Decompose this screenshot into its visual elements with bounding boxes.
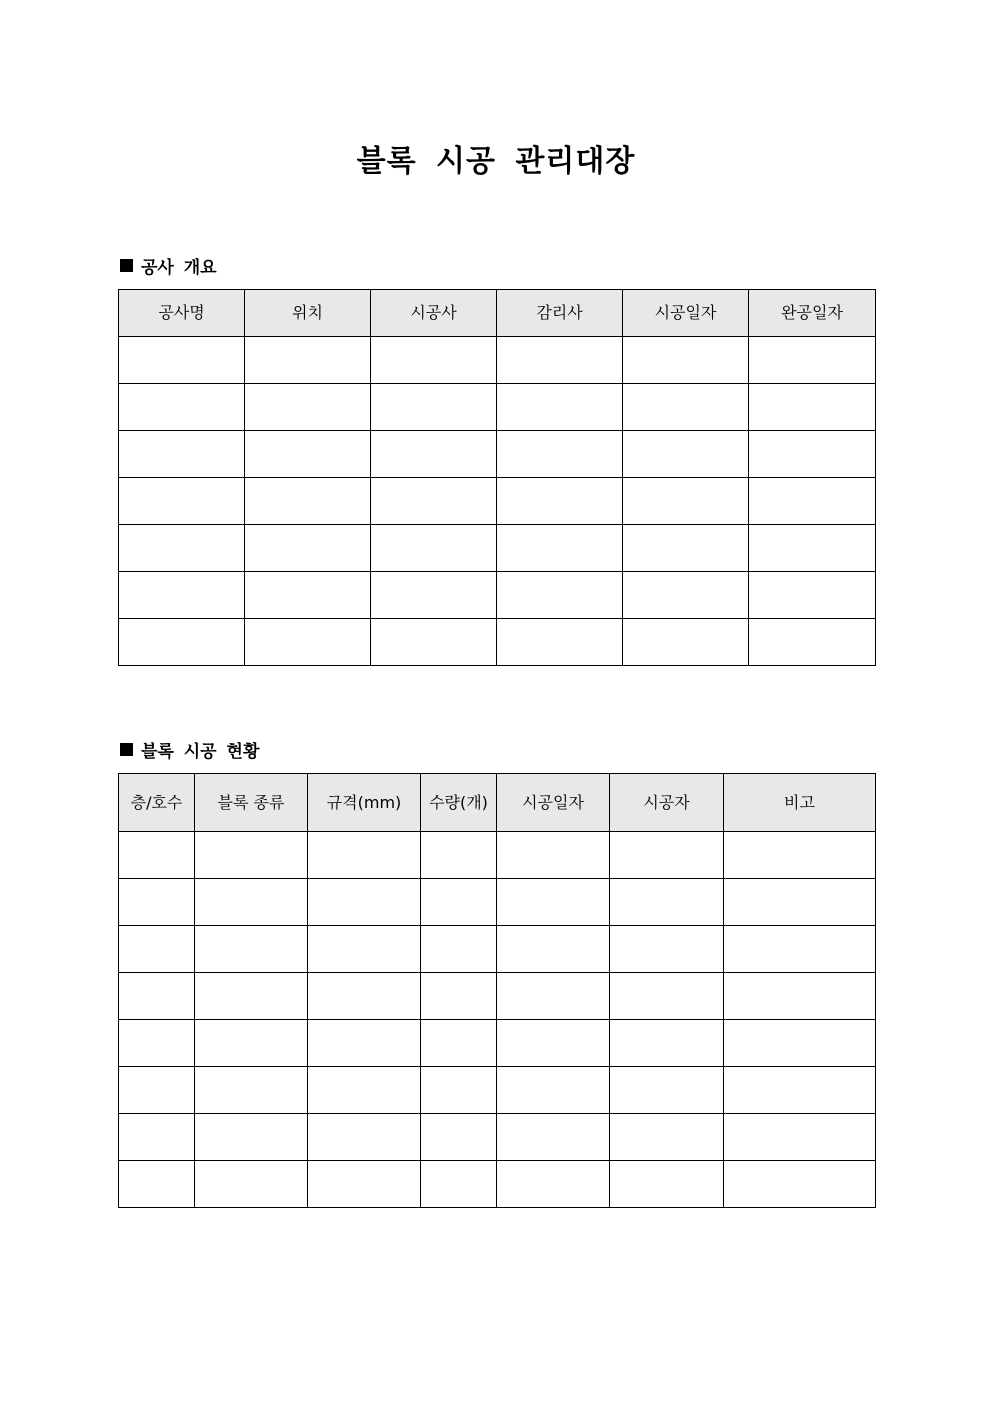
table-header-row bbox=[119, 290, 876, 337]
table-cell[interactable] bbox=[497, 1161, 610, 1208]
table-cell[interactable] bbox=[421, 1114, 497, 1161]
column-header-completion-date: 완공일자 bbox=[749, 290, 876, 337]
table-cell[interactable] bbox=[308, 926, 421, 973]
table-cell[interactable] bbox=[371, 525, 497, 572]
table-cell[interactable] bbox=[245, 384, 371, 431]
table-cell[interactable] bbox=[623, 337, 749, 384]
section-heading-status bbox=[120, 737, 259, 762]
table-cell[interactable] bbox=[497, 431, 623, 478]
table-row bbox=[119, 973, 876, 1020]
table-cell[interactable] bbox=[497, 337, 623, 384]
table-cell[interactable] bbox=[195, 1114, 308, 1161]
table-cell[interactable] bbox=[119, 1161, 195, 1208]
table-cell[interactable] bbox=[623, 478, 749, 525]
table-cell[interactable] bbox=[610, 879, 724, 926]
column-header-project-name: 공사명 bbox=[119, 290, 245, 337]
table-cell[interactable] bbox=[119, 478, 245, 525]
table-cell[interactable] bbox=[724, 1114, 876, 1161]
status-table bbox=[118, 773, 876, 1208]
table-cell[interactable] bbox=[610, 1020, 724, 1067]
table-cell[interactable] bbox=[119, 973, 195, 1020]
table-row bbox=[119, 879, 876, 926]
column-header-spec: 규격(mm) bbox=[308, 774, 421, 832]
table-cell[interactable] bbox=[308, 1020, 421, 1067]
table-cell[interactable] bbox=[421, 879, 497, 926]
table-cell[interactable] bbox=[371, 572, 497, 619]
table-row bbox=[119, 478, 876, 525]
table-cell[interactable] bbox=[119, 879, 195, 926]
table-cell[interactable] bbox=[195, 1067, 308, 1114]
table-cell[interactable] bbox=[724, 926, 876, 973]
table-cell[interactable] bbox=[245, 572, 371, 619]
table-cell[interactable] bbox=[195, 926, 308, 973]
column-header-builder: 시공자 bbox=[610, 774, 724, 832]
column-header-supervisor: 감리사 bbox=[497, 290, 623, 337]
table-cell[interactable] bbox=[195, 832, 308, 879]
table-cell[interactable] bbox=[119, 431, 245, 478]
table-cell[interactable] bbox=[623, 572, 749, 619]
table-cell[interactable] bbox=[195, 879, 308, 926]
table-row bbox=[119, 1114, 876, 1161]
table-cell[interactable] bbox=[497, 525, 623, 572]
table-cell[interactable] bbox=[119, 619, 245, 666]
table-cell[interactable] bbox=[610, 926, 724, 973]
table-cell[interactable] bbox=[724, 1020, 876, 1067]
table-cell[interactable] bbox=[119, 926, 195, 973]
table-cell[interactable] bbox=[749, 525, 876, 572]
table-cell[interactable] bbox=[371, 431, 497, 478]
table-cell[interactable] bbox=[119, 1067, 195, 1114]
table-cell[interactable] bbox=[119, 384, 245, 431]
table-cell[interactable] bbox=[245, 525, 371, 572]
table-cell[interactable] bbox=[245, 337, 371, 384]
table-cell[interactable] bbox=[623, 431, 749, 478]
table-cell[interactable] bbox=[245, 478, 371, 525]
table-cell[interactable] bbox=[421, 1161, 497, 1208]
table-cell[interactable] bbox=[245, 619, 371, 666]
table-cell[interactable] bbox=[610, 832, 724, 879]
section-heading-label: 공사 개요 bbox=[141, 258, 217, 278]
table-cell[interactable] bbox=[497, 478, 623, 525]
table-row bbox=[119, 1067, 876, 1114]
column-header-remarks: 비고 bbox=[724, 774, 876, 832]
table-row bbox=[119, 1020, 876, 1067]
section-heading-overview bbox=[120, 253, 217, 278]
table-cell[interactable] bbox=[119, 337, 245, 384]
table-cell[interactable] bbox=[119, 572, 245, 619]
table-cell[interactable] bbox=[119, 832, 195, 879]
table-cell[interactable] bbox=[119, 525, 245, 572]
table-cell[interactable] bbox=[119, 1114, 195, 1161]
table-cell[interactable] bbox=[497, 1020, 610, 1067]
table-cell[interactable] bbox=[245, 431, 371, 478]
table-cell[interactable] bbox=[421, 832, 497, 879]
column-header-construction-date: 시공일자 bbox=[497, 774, 610, 832]
table-cell[interactable] bbox=[308, 973, 421, 1020]
table-row bbox=[119, 1161, 876, 1208]
table-cell[interactable] bbox=[497, 1067, 610, 1114]
table-cell[interactable] bbox=[497, 572, 623, 619]
table-cell[interactable] bbox=[371, 619, 497, 666]
table-cell[interactable] bbox=[421, 1067, 497, 1114]
table-cell[interactable] bbox=[724, 973, 876, 1020]
table-cell[interactable] bbox=[749, 478, 876, 525]
overview-table bbox=[118, 289, 876, 666]
table-cell[interactable] bbox=[308, 1067, 421, 1114]
table-cell[interactable] bbox=[371, 384, 497, 431]
table-cell[interactable] bbox=[724, 832, 876, 879]
table-cell[interactable] bbox=[497, 384, 623, 431]
table-cell[interactable] bbox=[497, 926, 610, 973]
table-cell[interactable] bbox=[724, 879, 876, 926]
table-row bbox=[119, 832, 876, 879]
column-header-quantity: 수량(개) bbox=[421, 774, 497, 832]
table-cell[interactable] bbox=[421, 973, 497, 1020]
table-cell[interactable] bbox=[371, 337, 497, 384]
table-row bbox=[119, 926, 876, 973]
table-row bbox=[119, 337, 876, 384]
column-header-floor-unit: 층/호수 bbox=[119, 774, 195, 832]
column-header-location: 위치 bbox=[245, 290, 371, 337]
table-cell[interactable] bbox=[195, 1020, 308, 1067]
table-cell[interactable] bbox=[610, 1114, 724, 1161]
table-cell[interactable] bbox=[749, 337, 876, 384]
table-cell[interactable] bbox=[610, 1067, 724, 1114]
table-cell[interactable] bbox=[749, 572, 876, 619]
table-cell[interactable] bbox=[308, 879, 421, 926]
table-cell[interactable] bbox=[749, 384, 876, 431]
table-cell[interactable] bbox=[421, 1020, 497, 1067]
table-cell[interactable] bbox=[421, 926, 497, 973]
table-cell[interactable] bbox=[195, 973, 308, 1020]
table-cell[interactable] bbox=[371, 478, 497, 525]
column-header-start-date: 시공일자 bbox=[623, 290, 749, 337]
table-header-row bbox=[119, 774, 876, 832]
table-cell[interactable] bbox=[724, 1161, 876, 1208]
table-row bbox=[119, 431, 876, 478]
table-row bbox=[119, 384, 876, 431]
table-cell[interactable] bbox=[610, 973, 724, 1020]
table-cell[interactable] bbox=[497, 879, 610, 926]
table-cell[interactable] bbox=[308, 832, 421, 879]
table-cell[interactable] bbox=[497, 1114, 610, 1161]
table-cell[interactable] bbox=[749, 431, 876, 478]
table-cell[interactable] bbox=[308, 1161, 421, 1208]
table-row bbox=[119, 525, 876, 572]
table-row bbox=[119, 619, 876, 666]
column-header-contractor: 시공사 bbox=[371, 290, 497, 337]
section-heading-label: 블록 시공 현황 bbox=[141, 742, 260, 762]
table-cell[interactable] bbox=[119, 1020, 195, 1067]
column-header-block-type: 블록 종류 bbox=[195, 774, 308, 832]
table-cell[interactable] bbox=[623, 525, 749, 572]
table-cell[interactable] bbox=[623, 619, 749, 666]
table-cell[interactable] bbox=[749, 619, 876, 666]
table-cell[interactable] bbox=[497, 832, 610, 879]
table-row bbox=[119, 572, 876, 619]
table-cell[interactable] bbox=[308, 1114, 421, 1161]
table-cell[interactable] bbox=[623, 384, 749, 431]
table-cell[interactable] bbox=[497, 619, 623, 666]
square-bullet-icon bbox=[120, 259, 133, 272]
table-cell[interactable] bbox=[497, 973, 610, 1020]
table-cell[interactable] bbox=[610, 1161, 724, 1208]
table-cell[interactable] bbox=[195, 1161, 308, 1208]
table-cell[interactable] bbox=[724, 1067, 876, 1114]
square-bullet-icon bbox=[120, 743, 133, 756]
page-title: 블록 시공 관리대장 bbox=[356, 144, 636, 179]
